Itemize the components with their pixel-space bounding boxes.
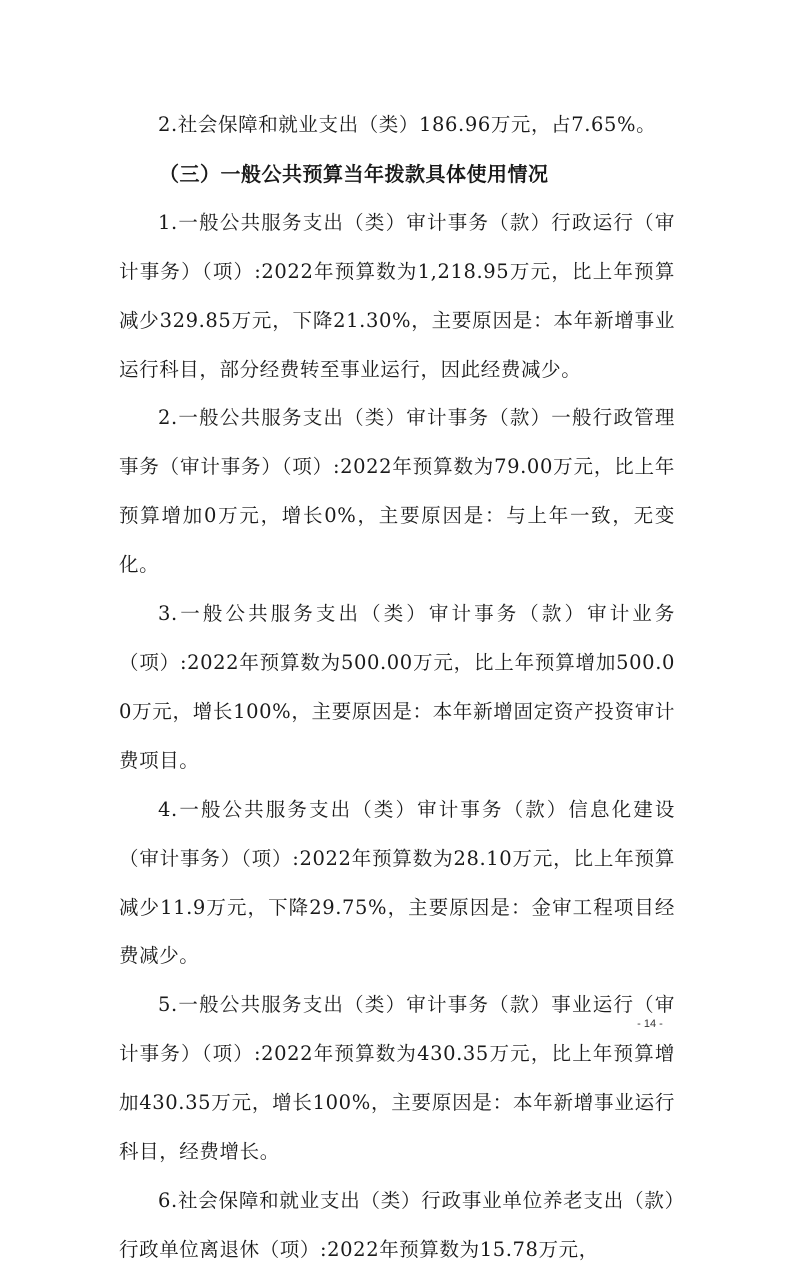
page-number: - 14 - (637, 1018, 663, 1030)
section-heading: （三）一般公共预算当年拨款具体使用情况 (159, 161, 549, 186)
paragraph-item-3: 3.一般公共服务支出（类）审计事务（款）审计业务（项）:2022年预算数为500.00万元，比上年预算增加500.00万元，增长100%，主要原因是：本年新增固定资产投资审计费项目。 (119, 602, 675, 772)
document-body (119, 101, 675, 1275)
paragraph-item-4: 4.一般公共服务支出（类）审计事务（款）信息化建设（审计事务）（项）:2022年预算数为28.10万元，比上年预算减少11.9万元，下降29.75%，主要原因是：金审工程项目经费减少。 (119, 797, 675, 968)
paragraph-item-5: 5.一般公共服务支出（类）审计事务（款）事业运行（审计事务）（项）:2022年预算数为430.35万元，比上年预算增加430.35万元，增长100%，主要原因是：本年新增事业运行科目，经费增长。 (119, 993, 675, 1164)
paragraph-social-security-share: 2.社会保障和就业支出（类）186.96万元，占7.65%。 (158, 113, 657, 136)
paragraph-item-1: 1.一般公共服务支出（类）审计事务（款）行政运行（审计事务）（项）:2022年预算数为1,218.95万元，比上年预算减少329.85万元，下降21.30%，主要原因是：本年新增事业运行科目，部分经费转至事业运行，因此经费减少。 (119, 210, 675, 381)
paragraph-item-6: 6.社会保障和就业支出（类）行政事业单位养老支出（款）行政单位离退休（项）:2022年预算数为15.78万元， (119, 1188, 675, 1261)
paragraph-item-2: 2.一般公共服务支出（类）审计事务（款）一般行政管理事务（审计事务）（项）:2022年预算数为79.00万元，比上年预算增加0万元，增长0%，主要原因是：与上年一致，无变化。 (119, 406, 675, 577)
